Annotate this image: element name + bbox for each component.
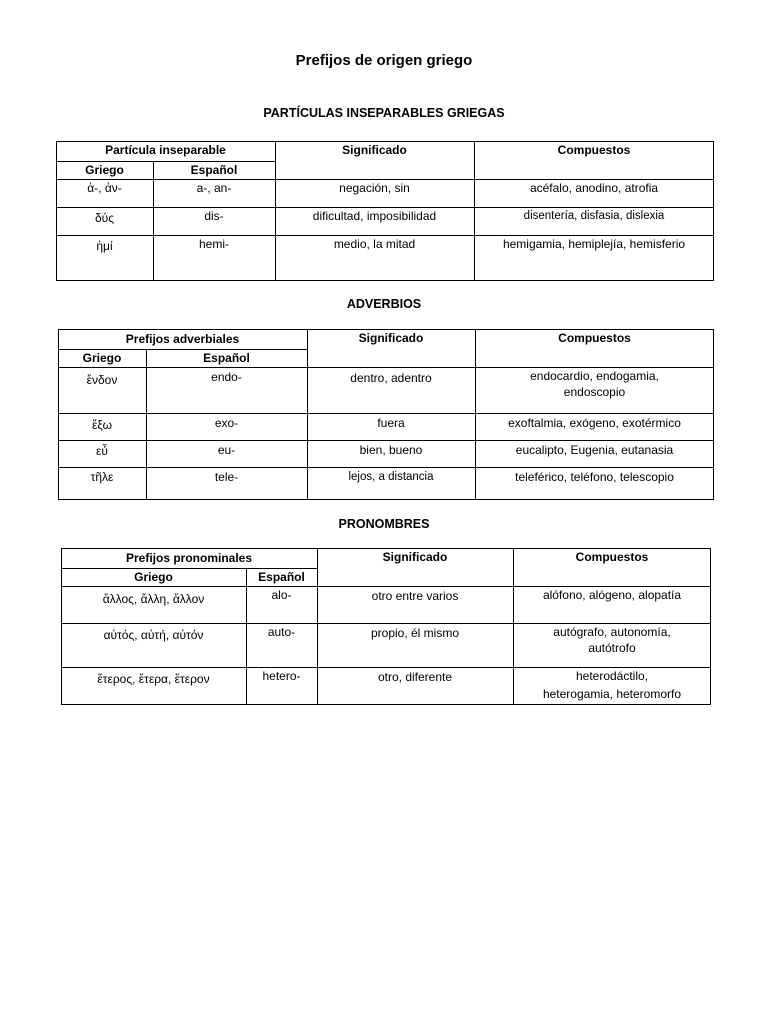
cell-greek: ἔνδον: [86, 373, 118, 387]
cell-meaning: dentro, adentro: [350, 371, 432, 385]
cell-compounds: endocardio, endogamia,: [530, 369, 659, 383]
cell-compounds: alófono, alógeno, alopatía: [542, 588, 682, 602]
cell-greek: ἡμί: [96, 239, 113, 253]
col-header-meaning: Significado: [358, 331, 424, 345]
cell-greek: ἕτερος, ἕτερα, ἕτερον: [97, 672, 210, 686]
cell-greek: ἔξω: [91, 418, 113, 432]
cell-greek: ἀ-, ἀν-: [87, 181, 122, 195]
cell-compounds: eucalipto, Eugenia, eutanasia: [515, 443, 674, 457]
cell-compounds: hemigamia, hemiplejía, hemisferio: [502, 237, 686, 251]
cell-greek: ἄλλος, ἄλλη, ἄλλον: [102, 592, 205, 606]
cell-spanish: hetero-: [262, 669, 301, 683]
cell-spanish: tele-: [214, 470, 239, 484]
group-header: Prefijos pronominales: [125, 551, 253, 565]
col-header-meaning: Significado: [382, 550, 448, 564]
cell-compounds-line2: heterogamia, heteromorfo: [542, 687, 682, 701]
cell-compounds: exoftalmia, exógeno, exotérmico: [508, 416, 681, 430]
cell-spanish: auto-: [267, 625, 296, 639]
page-title: Prefijos de origen griego: [295, 52, 473, 69]
cell-compounds: acéfalo, anodino, atrofia: [529, 181, 659, 195]
table-pronombres: [61, 548, 711, 705]
cell-compounds-line2: endoscopio: [563, 385, 626, 399]
cell-meaning: negación, sin: [339, 181, 410, 195]
section-heading-adverbios: ADVERBIOS: [346, 297, 422, 311]
cell-compounds: heterodáctilo,: [575, 669, 649, 683]
cell-spanish: dis-: [204, 209, 224, 223]
cell-greek: αὐτός, αὐτή, αὐτόν: [103, 628, 204, 642]
cell-meaning: fuera: [377, 416, 405, 430]
cell-greek: δύς: [94, 211, 115, 225]
cell-compounds-line2: autótrofo: [588, 641, 636, 655]
col-header-compounds: Compuestos: [558, 331, 631, 345]
section-heading-particulas: PARTÍCULAS INSEPARABLES GRIEGAS: [263, 106, 505, 120]
section-heading-pronombres: PRONOMBRES: [338, 517, 430, 531]
table-adverbios: [58, 329, 714, 500]
col-header-greek: Griego: [82, 351, 122, 365]
group-header: Prefijos adverbiales: [125, 332, 240, 346]
cell-spanish: exo-: [214, 416, 239, 430]
cell-meaning: otro entre varios: [371, 589, 459, 603]
cell-meaning: medio, la mitad: [333, 237, 416, 251]
cell-compounds: teleférico, teléfono, telescopio: [515, 470, 674, 484]
col-header-greek: Griego: [134, 570, 173, 584]
col-header-meaning: Significado: [342, 143, 407, 157]
cell-meaning: dificultad, imposibilidad: [312, 209, 437, 223]
cell-spanish: eu-: [217, 443, 236, 457]
col-header-compounds: Compuestos: [575, 550, 649, 564]
cell-spanish: alo-: [271, 588, 292, 602]
cell-meaning: otro, diferente: [377, 670, 453, 684]
cell-spanish: a-, an-: [196, 181, 232, 195]
cell-compounds: disentería, disfasia, dislexia: [523, 210, 665, 222]
cell-compounds: autógrafo, autonomía,: [553, 625, 671, 639]
col-header-spanish: Español: [203, 351, 250, 365]
col-header-spanish: Español: [258, 570, 305, 584]
cell-meaning: propio, él mismo: [370, 626, 460, 640]
cell-greek: τῆλε: [90, 470, 114, 484]
group-header: Partícula inseparable: [105, 143, 226, 157]
cell-spanish: hemi-: [198, 237, 229, 251]
col-header-greek: Griego: [85, 163, 124, 177]
table-particulas: [56, 141, 714, 281]
cell-meaning: bien, bueno: [359, 443, 423, 457]
cell-spanish: endo-: [211, 370, 242, 384]
cell-greek: εὖ: [96, 444, 108, 458]
cell-meaning: lejos, a distancia: [348, 471, 434, 483]
col-header-spanish: Español: [190, 163, 238, 177]
col-header-compounds: Compuestos: [557, 143, 631, 157]
